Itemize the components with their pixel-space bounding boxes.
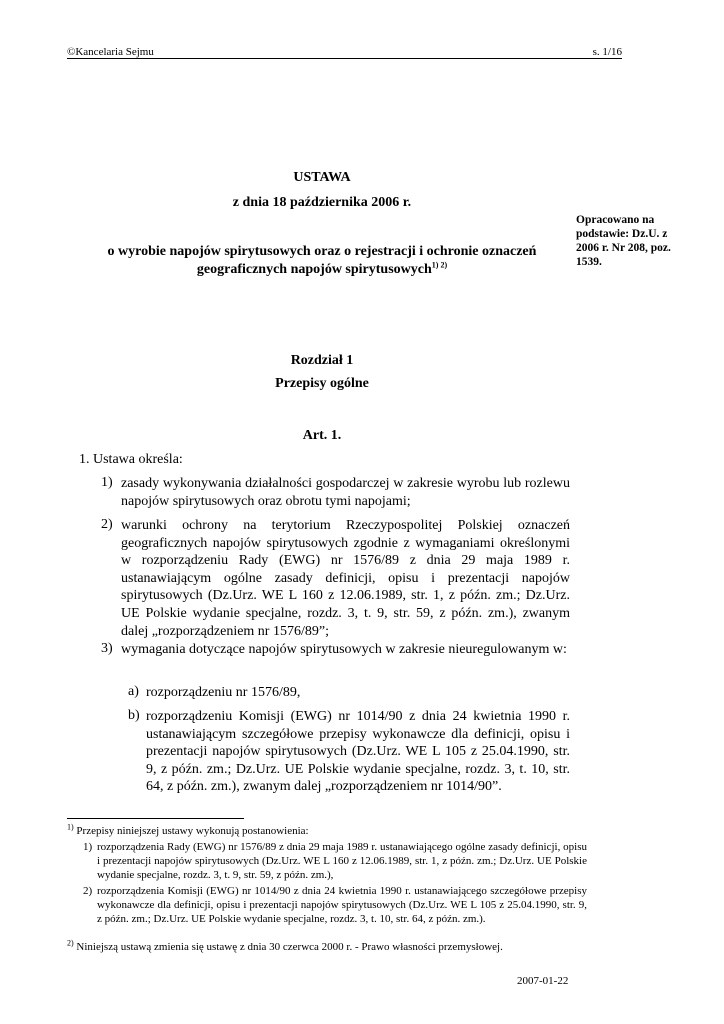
footnote-item-number: 1)	[83, 841, 93, 853]
subitem-text: rozporządzeniu nr 1576/89,	[146, 685, 301, 700]
act-subject-line-2-text: geograficznych napojów spirytusowych	[196, 262, 432, 277]
header-divider	[67, 58, 622, 59]
chapter-number: Rozdział 1	[290, 353, 354, 368]
footnote-1-list	[67, 840, 587, 926]
footer-date: 2007-01-22	[517, 975, 569, 987]
article-intro: 1. Ustawa określa:	[79, 452, 183, 467]
page-number: s. 1/16	[592, 46, 622, 58]
side-note-source: Opracowano na podstawie: Dz.U. z 2006 r. Nr 208, poz. 1539.	[576, 214, 671, 268]
act-type: USTAWA	[293, 170, 351, 185]
header-source: ©Kancelaria Sejmu	[67, 46, 154, 58]
footnote-divider	[67, 818, 244, 819]
item-text: warunki ochrony na terytorium Rzeczypospolitej Polskiej oznaczeń geograficznych napojów spirytusowych zgodnie z wymaganiami określonymi w rozporządzeniu Rady (EWG) nr 1576/89 z dnia 29 maja 1989 r. ustanawiającym ogólne zasady definicji, opisu i prezentacji napojów spirytusowych (Dz.Urz. WE L 160 z 12.06.1989, str. 1, z późn. zm.; Dz.Urz. UE Polskie wydanie specjalne, rozdz. 3, t. 9, str. 59, z późn. zm.), zwanym dalej „rozporządzeniem nr 1576/89”;	[121, 518, 570, 639]
item-text: zasady wykonywania działalności gospodarczej w zakresie wyrobu lub rozlewu napojów spirytusowych oraz obrotu tymi napojami;	[121, 476, 570, 509]
item-number: 3)	[101, 641, 113, 656]
footnote-1-item	[83, 884, 587, 926]
footnote-1-intro: Przepisy niniejszej ustawy wykonują postanowienia:	[76, 825, 309, 837]
article-title: Art. 1.	[302, 428, 342, 443]
chapter-name: Przepisy ogólne	[275, 376, 369, 391]
item-number: 2)	[101, 517, 113, 532]
footnote-1-mark: 1)	[67, 822, 74, 832]
subitem-letter: a)	[128, 684, 139, 699]
subitem-text: rozporządzeniu Komisji (EWG) nr 1014/90 z dnia 24 kwietnia 1990 r. ustanawiającym szczegółowe przepisy wykonawcze dla definicji, opisu i prezentacji napojów spirytusowych (Dz.Urz. WE L 105 z 25.04.1990, str. 9, z późn. zm.; Dz.Urz. UE Polskie wydanie specjalne, rozdz. 3, t. 10, str. 64, z późn. zm.), zwanym dalej „rozporządzeniem nr 1014/90”.	[146, 709, 570, 795]
footnote-item-text: rozporządzenia Rady (EWG) nr 1576/89 z dnia 29 maja 1989 r. ustanawiającego ogólne zasady definicji, opisu i prezentacji napojów spirytusowych (Dz.Urz. WE L 160 z 12.06.1989, str. 1, z późn. zm.; Dz.Urz. UE Polskie wydanie specjalne, rozdz. 3, t. 9, str. 59, z późn. zm.),	[97, 841, 587, 881]
footnote-2-text: Niniejszą ustawą zmienia się ustawę z dnia 30 czerwca 2000 r. - Prawo własności przemysłowej.	[76, 941, 503, 953]
footnote-1	[67, 824, 587, 838]
subitem-letter: b)	[128, 708, 140, 723]
act-date: z dnia 18 października 2006 r.	[232, 195, 412, 210]
footnote-1-item	[83, 840, 587, 882]
act-subject-line-2	[67, 262, 577, 278]
footnote-item-number: 2)	[83, 885, 93, 897]
footnote-refs[interactable]: 1) 2)	[431, 260, 448, 270]
footnote-item-text: rozporządzenia Komisji (EWG) nr 1014/90 z dnia 24 kwietnia 1990 r. ustanawiającego szczegółowe przepisy wykonawcze dla definicji, opisu i prezentacji napojów spirytusowych (Dz.Urz. WE L 105 z 25.04.1990, str. 9, z późn. zm.; Dz.Urz. UE Polskie wydanie specjalne, rozdz. 3, t. 10, str. 64, z późn. zm.).	[97, 885, 587, 925]
act-subject-line-1: o wyrobie napojów spirytusowych oraz o rejestracji i ochronie oznaczeń	[107, 244, 537, 259]
footnote-2	[67, 940, 587, 954]
item-number: 1)	[101, 475, 113, 490]
footnote-2-mark: 2)	[67, 938, 74, 948]
item-text: wymagania dotyczące napojów spirytusowych w zakresie nieuregulowanym w:	[121, 642, 567, 657]
